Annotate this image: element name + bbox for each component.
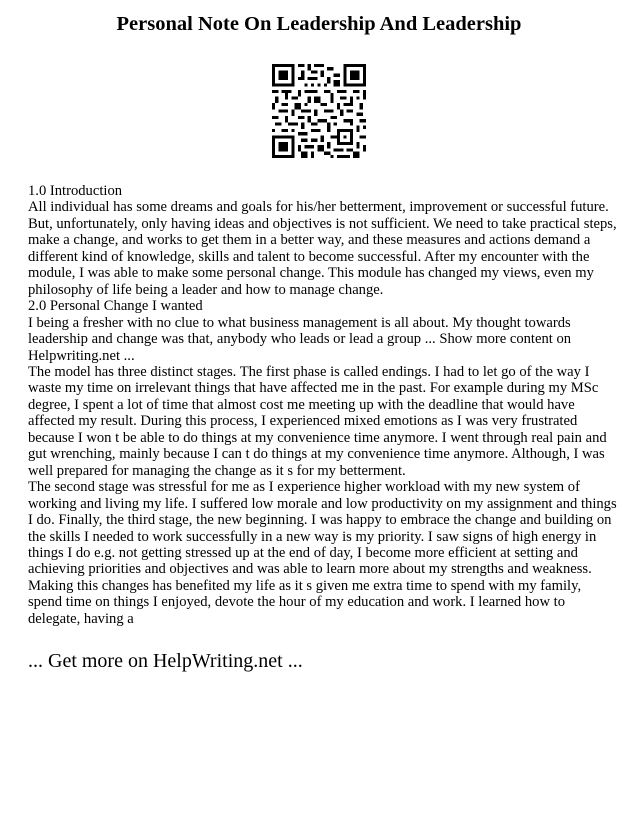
document-title: Personal Note On Leadership And Leadership bbox=[116, 13, 522, 35]
document-body bbox=[28, 183, 618, 627]
qr-code-icon bbox=[272, 64, 366, 158]
get-more-link[interactable]: ... Get more on HelpWriting.net ... bbox=[28, 650, 303, 672]
paragraph-second-stage: The second stage was stressful for me as I experience higher workload with my new system of working and living my life. I suffered low morale and low productivity on my assignment and things I do. Finally, the third stage, the new beginning. I was happy to embrace the change and building on the skills I needed to work successfully in a new way is my priority. I saw signs of high energy in things I do e.g. not getting stressed up at the end of day, I become more efficient at setting and achieving priorities and objectives and was able to learn more about my strengths and weakness. bbox=[28, 479, 617, 578]
section-heading-introduction: 1.0 Introduction bbox=[28, 183, 123, 199]
paragraph-benefits: Making this changes has benefited my life as it s given me extra time to spend with my family, spend time on things I enjoyed, devote the hour of my education and work. I learned how to delegate, having a bbox=[28, 577, 582, 627]
section-heading-personal-change: 2.0 Personal Change I wanted bbox=[28, 298, 203, 315]
paragraph-three-stages: The model has three distinct stages. The first phase is called endings. I had to let go of the way I waste my time on irrelevant things that have affected me in the past. For example during my MSc degree, I spent a lot of time that almost cost me meeting up with the deadline that would have affected my result. During this process, I experienced mixed emotions as I was very frustrated because I won t be able to do things at my convenience time anymore. I went through real pain and gut wrenching, mainly because I can t do things at my convenience time anymore. Although, I was well prepared for managing the change as it s for my betterment. bbox=[28, 363, 607, 479]
paragraph-fresher: I being a fresher with no clue to what business management is all about. My thought towards leadership and change was that, anybody who leads or lead a group ... Show more content on Helpwriting.net ... bbox=[28, 314, 572, 364]
paragraph-introduction: All individual has some dreams and goals for his/her betterment, improvement or successful future. But, unfortunately, only having ideas and objectives is not sufficient. We need to take practical steps, make a change, and works to get them in a better way, and these measures and actions demand a different kind of knowledge, skills and talent to become successful. After my encounter with the module, I was able to make some personal change. This module has changed my views, even my philosophy of life being a leader and how to manage change. bbox=[28, 199, 617, 298]
